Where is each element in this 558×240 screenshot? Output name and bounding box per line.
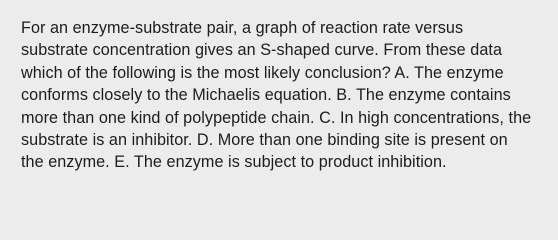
question-text: For an enzyme-substrate pair, a graph of reaction rate versus substrate concentration gives an S-shaped curve. From these data which of the following is the most likely conclusion? A. The enzyme conforms closely to the Michaelis equation. B. The enzyme contains more than one kind of polypeptide chain. C. In high concentrations, the substrate is an inhibitor. D. More than one binding site is present on the enzyme. E. The enzyme is subject to product inhibition. (21, 19, 532, 172)
